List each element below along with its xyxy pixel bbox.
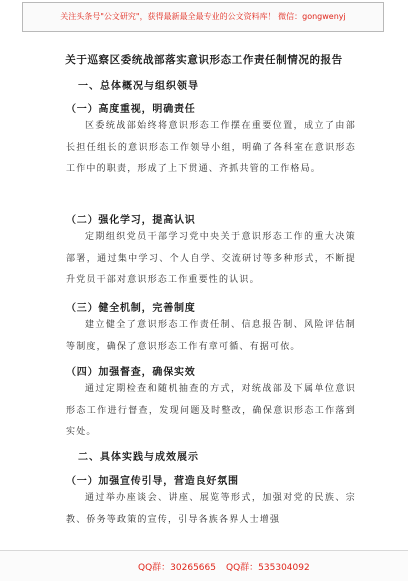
footer-qq-group-2: QQ群：535304092 [226, 563, 310, 573]
header-banner: 关注头条号"公文研究"，获得最新最全最专业的公文资料库！ 微信：gongwenyj [22, 2, 384, 32]
subsection-body-5: 通过举办座谈会、讲座、展览等形式，加强对党的民族、宗教、侨务等政策的宣传，引导各族各界人士增强 [66, 493, 356, 525]
subsection-heading-2: （二）强化学习，提高认识 [66, 215, 196, 226]
subsection-body-2: 定期组织党员干部学习党中央关于意识形态工作的重大决策部署，通过集中学习、个人自学、交流研讨等多种形式，不断提升党员干部对意识形态工作重要性的认识。 [66, 232, 356, 285]
footer-qq-group-1: QQ群：30265665 [138, 563, 216, 573]
section-heading-overview: 一、总体概况与组织领导 [78, 81, 199, 92]
document-title: 关于巡察区委统战部落实意识形态工作责任制情况的报告 [65, 54, 343, 66]
section-heading-practice: 二、具体实践与成效展示 [78, 452, 199, 463]
page-footer [0, 550, 408, 581]
subsection-heading-4: （四）加强督查，确保实效 [66, 367, 196, 378]
subsection-heading-3: （三）健全机制，完善制度 [66, 303, 196, 314]
subsection-heading-1: （一）高度重视，明确责任 [66, 104, 196, 115]
subsection-body-3: 建立健全了意识形态工作责任制、信息报告制、风险评估制等制度，确保了意识形态工作有章可循、有据可依。 [66, 320, 356, 352]
subsection-body-4: 通过定期检查和随机抽查的方式，对统战部及下属单位意识形态工作进行督查，发现问题及时整改，确保意识形态工作落到实处。 [66, 384, 356, 437]
subsection-body-1: 区委统战部始终将意识形态工作摆在重要位置，成立了由部长担任组长的意识形态工作领导小组，明确了各科室在意识形态工作中的职责，形成了上下贯通、齐抓共管的工作格局。 [66, 121, 356, 174]
subsection-heading-5: （一）加强宣传引导，营造良好氛围 [66, 476, 239, 487]
